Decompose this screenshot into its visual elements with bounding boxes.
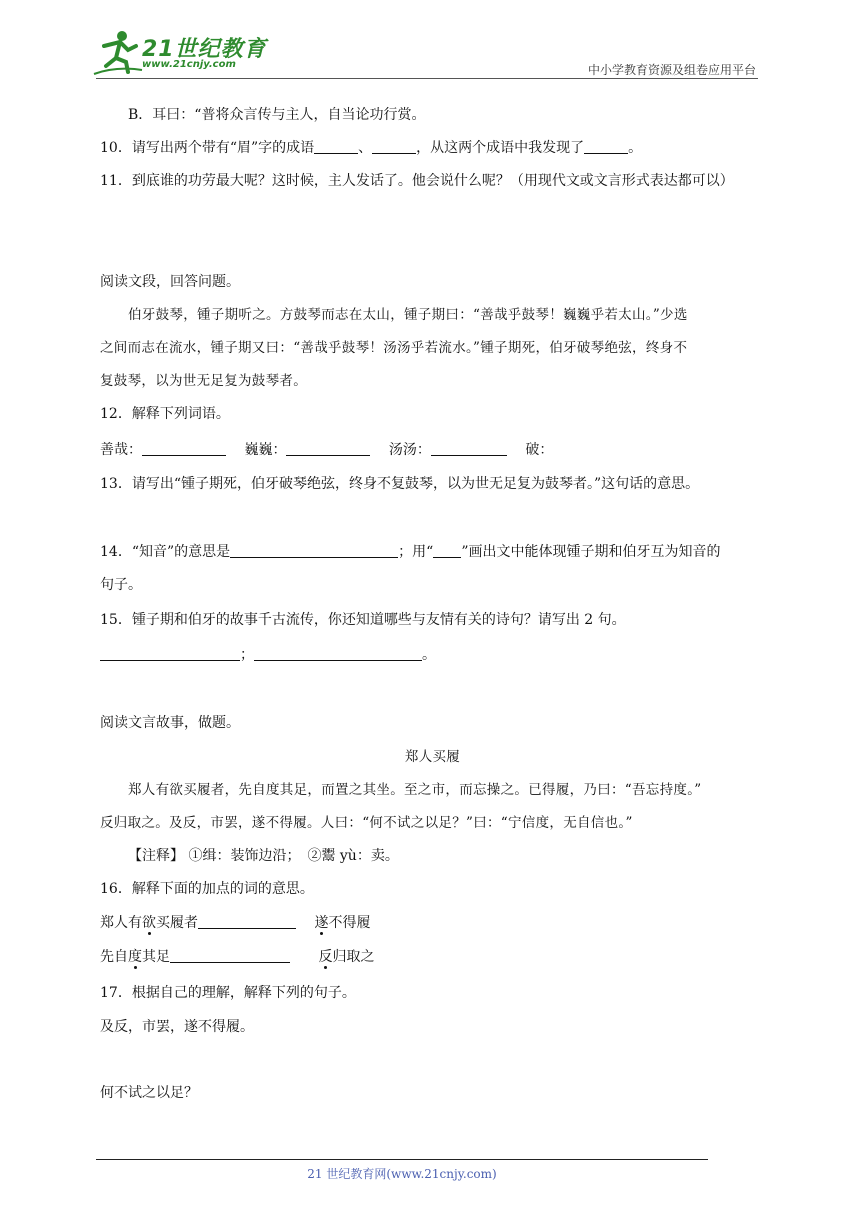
option-b: B．耳曰：“普将众言传与主人，自当论功行赏。 <box>128 107 426 123</box>
header-tagline: 中小学教育资源及组卷应用平台 <box>587 63 756 77</box>
question-11: 11．到底谁的功劳最大呢？这时候，主人发话了。他会说什么呢？（用现代文或文言形式表达都可以） <box>100 173 734 189</box>
passage-1-line: 伯牙鼓琴，锺子期听之。方鼓琴而志在太山，锺子期曰：“善哉乎鼓琴！巍巍乎若太山。”少选 <box>128 307 688 323</box>
passage-title: 郑人买履 <box>404 749 461 765</box>
answer-blank[interactable] <box>314 139 358 154</box>
dotted-word: 遂 <box>314 915 329 931</box>
passage-2-line: 反归取之。及反，市罢，遂不得履。人曰：“何不试之以足？”曰：“宁信度，无自信也。” <box>100 815 633 831</box>
header-divider <box>96 78 758 79</box>
answer-blank[interactable] <box>372 139 416 154</box>
reading-instruction-2: 阅读文言故事，做题。 <box>100 715 240 731</box>
annotation-note: 【注释】 ①缉：装饰边沿； ②鬻 yù：卖。 <box>128 848 399 864</box>
dotted-word: 欲 <box>142 915 156 931</box>
answer-blank[interactable] <box>142 441 226 456</box>
question-17-sentence-2: 何不试之以足？ <box>100 1085 198 1101</box>
question-14-cont: 句子。 <box>100 577 142 593</box>
answer-blank[interactable] <box>433 543 461 558</box>
answer-blank[interactable] <box>170 948 290 963</box>
question-17-sentence-1: 及反，市罢，遂不得履。 <box>100 1019 254 1035</box>
question-15-answers: ； 。 <box>100 644 436 666</box>
reading-instruction-1: 阅读文段，回答问题。 <box>100 274 240 290</box>
logo-url: www.21cnjy.com <box>142 59 236 70</box>
site-logo <box>92 30 267 76</box>
passage-1-line: 复鼓琴，以为世无足复为鼓琴者。 <box>100 373 307 389</box>
question-14: 14．“知音”的意思是 ；用“ ”画出文中能体现锺子期和伯牙互为知音的 <box>100 544 721 560</box>
answer-blank[interactable] <box>230 543 398 558</box>
question-12-words: 善哉： 巍巍： 汤汤： 破： <box>100 442 554 458</box>
answer-blank[interactable] <box>286 441 370 456</box>
answer-blank[interactable] <box>584 139 628 154</box>
answer-blank[interactable] <box>431 441 507 456</box>
answer-blank[interactable] <box>100 646 240 661</box>
answer-blank[interactable] <box>198 914 296 929</box>
page-header <box>0 0 860 80</box>
footer-divider <box>96 1159 708 1160</box>
question-17: 17．根据自己的理解，解释下列的句子。 <box>100 985 356 1001</box>
runner-icon <box>92 30 144 76</box>
question-13: 13．请写出“锺子期死，伯牙破琴绝弦，终身不复鼓琴，以为世无足复为鼓琴者。”这句话的意思。 <box>100 476 700 492</box>
question-12: 12．解释下列词语。 <box>100 406 230 422</box>
passage-1-line: 之间而志在流水，锺子期又曰：“善哉乎鼓琴！汤汤乎若流水。”锺子期死，伯牙破琴绝弦，终身不 <box>100 340 688 356</box>
dotted-word: 度 <box>128 949 142 965</box>
question-15: 15．锺子期和伯牙的故事千古流传，你还知道哪些与友情有关的诗句？请写出 2 句。 <box>100 612 626 628</box>
dotted-word: 反 <box>318 949 333 965</box>
question-10: 10．请写出两个带有“眉”字的成语 、 ，从这两个成语中我发现了 。 <box>100 140 643 156</box>
page-footer[interactable]: 21 世纪教育网(www.21cnjy.com) <box>307 1167 497 1181</box>
question-16-row-1: 郑人有欲买履者 遂不得履 <box>100 915 371 931</box>
passage-2-line: 郑人有欲买履者，先自度其足，而置之其坐。至之市，而忘操之。已得履，乃曰：“吾忘持度。” <box>128 782 702 798</box>
question-16: 16．解释下面的加点的词的意思。 <box>100 881 314 897</box>
answer-blank[interactable] <box>254 646 422 661</box>
question-16-row-2: 先自度其足 反归取之 <box>100 949 375 965</box>
logo-name: 21世纪教育 <box>142 37 267 62</box>
